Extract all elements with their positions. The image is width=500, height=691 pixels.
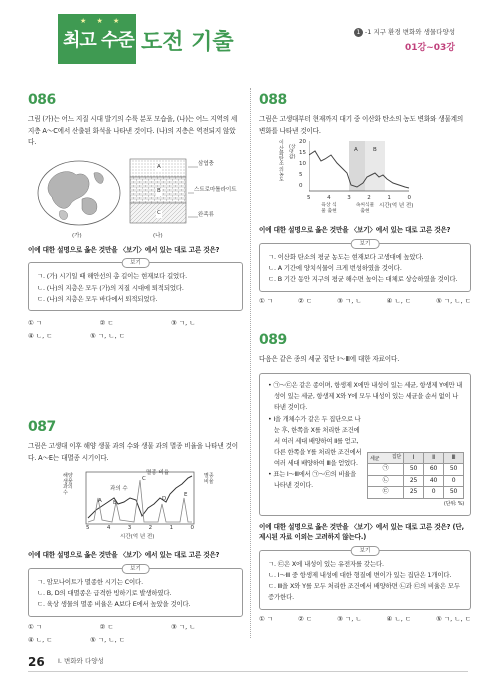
- choice-4[interactable]: ④ ㄴ, ㄷ: [386, 614, 412, 623]
- chart-ylabel-unit: (상댓값): [289, 145, 296, 161]
- y-tick: 15: [299, 150, 306, 157]
- table-row: [368, 475, 464, 487]
- chart-ylabel-left: 해양 생물 과의 수: [63, 473, 73, 496]
- table-cell: 50: [444, 464, 464, 476]
- chart-xlabel: 시간(억 년 전): [379, 203, 414, 210]
- choice-5[interactable]: ⑤ ㄱ, ㄴ, ㄷ: [90, 332, 125, 341]
- chart-xlabel: 시간(억 년 전): [120, 534, 155, 541]
- chart-ylabel: 이산화 탄소의 농도: [279, 140, 284, 184]
- choice-4[interactable]: ④ ㄴ, ㄷ: [28, 332, 53, 341]
- stratum-label: A: [157, 163, 161, 170]
- chart-ylabel-right: 멸종 비율: [204, 473, 214, 485]
- bogi-item: ㄱ. (가) 시기일 때 해안선의 총 길이는 현재보다 길었다.: [37, 272, 187, 281]
- period-label: B: [373, 147, 377, 154]
- answer-choices: [259, 615, 471, 624]
- answer-choices-row2: [28, 332, 243, 341]
- bogi-item: ㄷ. B 기간 동안 지구의 평균 해수면 높이는 대체로 상승하였을 것이다.: [268, 275, 458, 284]
- chapter-label: [354, 28, 455, 37]
- difficulty-stars: ★ ★ ★: [80, 17, 124, 25]
- choice-2[interactable]: ② ㄷ: [298, 296, 313, 305]
- table-cell: 50: [404, 464, 424, 476]
- table-unit: (단위: %): [443, 500, 464, 507]
- table-cell: 25: [404, 475, 424, 487]
- question-number: 086: [28, 92, 56, 108]
- choice-1[interactable]: ① ㄱ: [28, 622, 43, 631]
- question-text: 다음은 같은 종의 세균 집단 Ⅰ～Ⅲ에 대한 자료이다.: [259, 355, 400, 364]
- chapter-number: 1: [354, 28, 363, 37]
- row-label: ㉢: [368, 487, 404, 499]
- info-item: • ㉠～㉢은 같은 종이며, 항생제 X에만 내성이 있는 세균, 항생제 Y에만 내성이 있는 세균, 항생제 X와 Y에 모두 내성이 있는 세균을 순서 없이 나타낸 것이다.: [268, 381, 463, 411]
- section-title: Ⅰ. 변화와 다양성: [58, 657, 104, 665]
- page-header: [0, 0, 500, 72]
- bogi-item: ㄷ. Ⅲ을 X와 Y를 모두 처리한 조건에서 배양하면 ㉡과 ㉢의 비율은 모두 증가한다.: [268, 582, 460, 602]
- question-number: 089: [259, 332, 287, 348]
- bogi-item: ㄴ. B, D의 대멸종은 급격한 빙하기로 발생하였다.: [37, 589, 172, 598]
- question-text: 그림은 고생대 이후 해양 생물 과의 수와 생물 과의 멸종 비율을 나타낸 것이다. A～E는 대멸종 시기이다.: [28, 442, 238, 462]
- answer-choices: [28, 319, 243, 328]
- y-tick: 20: [299, 139, 306, 146]
- y-axis-ticks: [299, 139, 306, 191]
- x-tick: 0: [190, 525, 194, 532]
- extinction-label: E: [184, 492, 188, 499]
- table-cell: 60: [424, 464, 444, 476]
- question-text: 그림 (가)는 어느 지질 시대 발기의 수륙 분포 모습을, (나)는 어느 지역의 세 지층 A～C에서 산출된 화석을 나타낸 것이다. (나)의 지층은 역전되지 않았다.: [28, 115, 238, 147]
- choice-3[interactable]: ③ ㄱ, ㄴ: [171, 622, 196, 631]
- table-cell: 0: [444, 475, 464, 487]
- choice-3[interactable]: ③ ㄱ, ㄴ: [337, 614, 362, 623]
- table-wrap: [367, 452, 464, 509]
- bogi-label: 보기: [351, 546, 380, 556]
- choice-2[interactable]: ② ㄷ: [99, 319, 114, 328]
- table-row: [368, 464, 464, 476]
- info-item: • Ⅰ을 개체수가 같은 두 집단으로 나눈 후, 한쪽을 X를 처리한 조건에서 여러 세대 배양하여 Ⅱ를 얻고, 다른 한쪽을 Y를 처리한 조건에서 여러 세대 배양하여 Ⅲ을 얻었다.: [268, 415, 362, 467]
- data-box: [259, 373, 471, 516]
- bogi-label: 보기: [351, 239, 380, 249]
- column-divider: [250, 88, 251, 638]
- bogi-box: [259, 547, 471, 610]
- question-prompt: 이에 대한 설명으로 옳은 것만을 〈보기〉에서 있는 대로 고른 것은?: [28, 245, 220, 254]
- question-prompt: 이에 대한 설명으로 옳은 것만을 〈보기〉에서 있는 대로 고른 것은?: [259, 226, 451, 235]
- table-cell: 0: [424, 487, 444, 499]
- choice-5[interactable]: ⑤ ㄱ, ㄴ, ㄷ: [436, 614, 471, 623]
- bogi-box: [259, 240, 471, 292]
- legend-count: 과의 수: [110, 486, 128, 493]
- y-tick: 5: [299, 172, 303, 179]
- x-tick: 3: [347, 195, 351, 202]
- question-086: [28, 90, 243, 342]
- row-label: ㉠: [368, 464, 404, 476]
- x-axis-ticks: [86, 525, 194, 533]
- leader-lines: [188, 163, 200, 223]
- info-row: [268, 414, 464, 509]
- extinction-label: B: [113, 500, 117, 507]
- world-map-figure: [36, 159, 122, 227]
- x-tick: 5: [86, 525, 90, 532]
- question-figure: [28, 155, 243, 241]
- x-tick: 5: [307, 195, 311, 202]
- choice-2[interactable]: ② ㄷ: [298, 614, 313, 623]
- row-label: ㉡: [368, 475, 404, 487]
- choice-2[interactable]: ② ㄷ: [99, 622, 114, 631]
- x-tick: 3: [127, 525, 132, 532]
- bogi-label: 보기: [121, 258, 150, 268]
- x-tick: 2: [148, 525, 153, 532]
- question-prompt: 이에 대한 설명으로 옳은 것만을 〈보기〉에서 있는 대로 고른 것은?: [28, 551, 220, 560]
- table-cell: 50: [444, 487, 464, 499]
- corner-top: 집단: [391, 453, 401, 460]
- ratio-table: [367, 452, 464, 499]
- extinction-chart: [28, 468, 243, 546]
- page-title: 도전 기출: [141, 30, 234, 55]
- col-header: Ⅰ: [404, 452, 424, 464]
- stratum-label: C: [157, 209, 161, 216]
- choice-3[interactable]: ③ ㄱ, ㄴ: [337, 296, 362, 305]
- choice-4[interactable]: ④ ㄴ, ㄷ: [28, 635, 53, 644]
- answer-choices: [259, 297, 471, 306]
- question-text: 그림은 고생대부터 현재까지 대기 중 이산화 탄소의 농도 변화와 생물계의 변화를 나타낸 것이다.: [259, 115, 464, 135]
- table-cell: 40: [424, 475, 444, 487]
- y-tick: 10: [299, 161, 306, 168]
- choice-4[interactable]: ④ ㄴ, ㄷ: [386, 296, 412, 305]
- x-tick: 4: [106, 525, 111, 532]
- bogi-item: ㄱ. 이산화 탄소의 평균 농도는 현재보다 고생대에 높았다.: [268, 252, 424, 261]
- figure-a-label: (가): [72, 232, 82, 239]
- question-087: [28, 417, 243, 645]
- footer-divider: [28, 671, 468, 672]
- lesson-range: 01강~03강: [405, 43, 455, 53]
- question-088: [259, 90, 471, 306]
- question-number: 088: [259, 92, 287, 108]
- page-number: 26: [28, 655, 45, 669]
- table-cell: 25: [404, 487, 424, 499]
- x-tick: 1: [169, 525, 174, 532]
- x-tick: 1: [387, 195, 391, 202]
- choice-3[interactable]: ③ ㄱ, ㄴ: [171, 319, 196, 328]
- col-header: Ⅱ: [424, 452, 444, 464]
- annotation-land-plants: 육상 식물 출현: [321, 203, 337, 214]
- x-tick: 2: [367, 195, 371, 202]
- bogi-box: [28, 565, 243, 617]
- table-corner: [368, 452, 404, 464]
- period-label: A: [354, 147, 358, 154]
- fossil-label: 스트로마톨라이트: [194, 186, 237, 193]
- figure-b-label: (나): [153, 232, 163, 239]
- bogi-item: ㄷ. (나)의 지층은 모두 바다에서 퇴적되었다.: [37, 294, 158, 303]
- bogi-item: ㄷ. 육상 생물의 멸종 비율은 A보다 E에서 높았을 것이다.: [37, 600, 191, 609]
- answer-choices-row2: [28, 636, 243, 645]
- answer-choices: [28, 623, 243, 632]
- question-number: 087: [28, 419, 56, 435]
- choice-5[interactable]: ⑤ ㄱ, ㄴ, ㄷ: [436, 296, 471, 305]
- choice-1[interactable]: ① ㄱ: [28, 319, 43, 328]
- col-header: Ⅲ: [444, 452, 464, 464]
- x-tick: 4: [327, 195, 331, 202]
- bogi-item: ㄱ. ㉢은 X에 내성이 있는 유전자를 갖는다.: [268, 559, 384, 568]
- info-text-column: [268, 414, 363, 491]
- bogi-item: ㄴ. A 기간에 양치식물이 크게 번성하였을 것이다.: [268, 264, 402, 273]
- question-prompt: 이에 대한 설명으로 옳은 것만을 〈보기〉에서 있는 대로 고른 것은? (단, 제시된 자료 이외는 고려하지 않는다.): [259, 522, 464, 542]
- co2-chart-svg: [309, 141, 413, 195]
- corner-bottom: 세균: [370, 455, 380, 462]
- chapter-title: -1 지구 환경 변화와 생물다양성: [364, 28, 455, 36]
- bogi-item: ㄴ. Ⅰ～Ⅲ 중 항생제 내성에 대한 형질에 변이가 있는 집단은 1개이다.: [268, 570, 452, 579]
- bogi-item: ㄱ. 암모나이트가 멸종한 시기는 C이다.: [37, 577, 143, 586]
- fossil-label: 완족류: [198, 211, 214, 218]
- table-row: [368, 487, 464, 499]
- stratum-label: B: [157, 187, 161, 194]
- fossil-label: 삼엽충: [198, 160, 214, 167]
- choice-5[interactable]: ⑤ ㄱ, ㄴ, ㄷ: [90, 635, 125, 644]
- x-tick: 0: [407, 195, 411, 202]
- co2-chart: [259, 139, 471, 217]
- annotation-angiosperms: 속씨식물 출현: [355, 203, 375, 214]
- y-tick: 0: [299, 183, 303, 190]
- question-089: [259, 330, 471, 624]
- bogi-label: 보기: [121, 564, 150, 574]
- bogi-box: [28, 262, 243, 311]
- extinction-label: A: [98, 498, 102, 505]
- info-item: • 표는 Ⅰ～Ⅲ에서 ㉠～㉢의 비율을 나타낸 것이다.: [268, 470, 356, 489]
- choice-1[interactable]: ① ㄱ: [259, 296, 274, 305]
- extinction-label: D: [162, 496, 167, 503]
- choice-1[interactable]: ① ㄱ: [259, 614, 274, 623]
- legend-rate: 멸종 비율: [146, 470, 170, 477]
- header-badge-text: 최고 수준: [63, 30, 134, 51]
- extinction-label: C: [142, 476, 146, 483]
- bogi-item: ㄴ. (나)의 지층은 모두 (가)의 지질 시대에 퇴적되었다.: [37, 283, 184, 292]
